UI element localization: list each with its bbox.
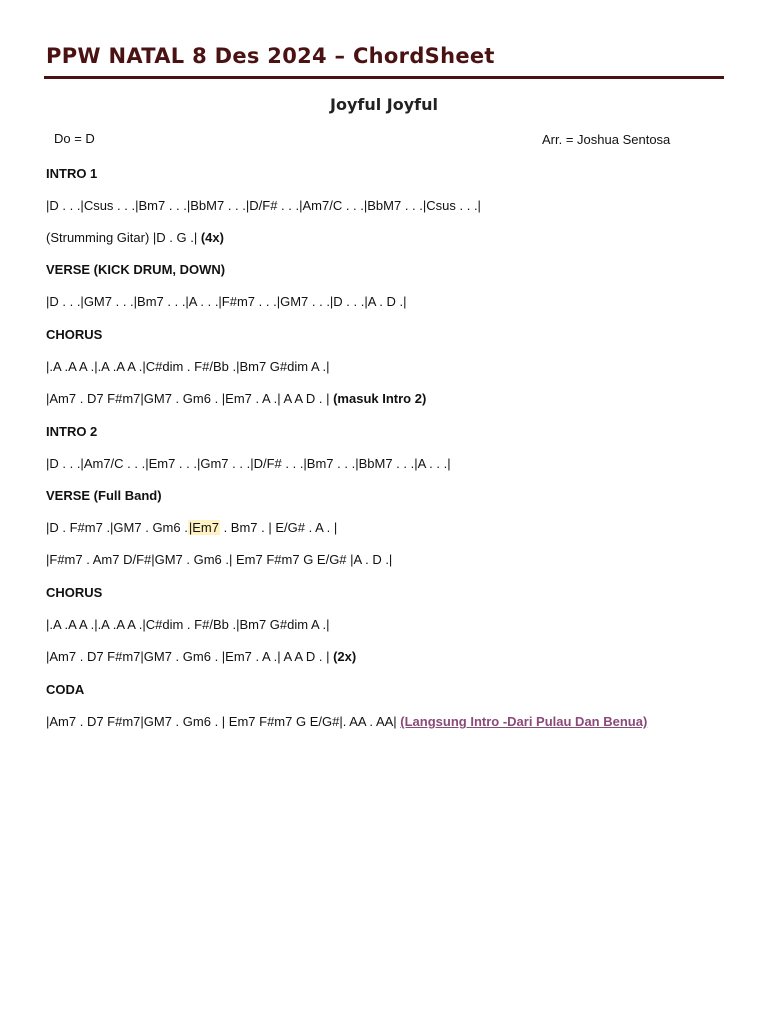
chord-line-intro1-1: |D . . .|Csus . . .|Bm7 . . .|BbM7 . . .|D/F# . . .|Am7/C . . .|BbM7 . . .|Csus . . .|: [46, 198, 481, 213]
chord-line-chorus1-2: [46, 390, 426, 408]
chord-line-chorus2-2: [46, 648, 356, 666]
transition-note: (masuk Intro 2): [333, 391, 427, 406]
repeat-note: (2x): [333, 649, 357, 664]
section-label-coda: CODA: [46, 682, 85, 697]
next-song-link[interactable]: (Langsung Intro -Dari Pulau Dan Benua): [400, 714, 648, 729]
header-divider: [44, 76, 724, 79]
chord-line-chorus2-1: |.A .A A .|.A .A A .|C#dim . F#/Bb .|Bm7 G#dim A .|: [46, 617, 330, 632]
section-label-intro1: INTRO 1: [46, 166, 98, 181]
chord-line-verse1-1: |D . . .|GM7 . . .|Bm7 . . .|A . . .|F#m7 . . .|GM7 . . .|D . . .|A . D .|: [46, 294, 407, 309]
chord-line-intro1-2: [46, 229, 224, 247]
chord-line-coda-1: [46, 713, 647, 731]
chord-line-chorus1-1: |.A .A A .|.A .A A .|C#dim . F#/Bb .|Bm7 G#dim A .|: [46, 359, 330, 374]
key-note: Do = D: [54, 131, 95, 146]
chord-line-verse2-1: [46, 519, 337, 537]
arranger-credit: Arr. = Joshua Sentosa: [542, 132, 671, 147]
chord-text: |Am7 . D7 F#m7|GM7 . Gm6 . |Em7 . A .| A A D . |: [46, 649, 334, 664]
section-label-verse1: VERSE (KICK DRUM, DOWN): [46, 262, 226, 277]
chord-text: . Bm7 . | E/G# . A . |: [219, 520, 338, 535]
highlighted-chord: |Em7: [188, 520, 219, 535]
chord-text: |Am7 . D7 F#m7|GM7 . Gm6 . |Em7 . A .| A A D . |: [46, 391, 334, 406]
chord-text: |Am7 . D7 F#m7|GM7 . Gm6 . | Em7 F#m7 G E/G#|. AA . AA|: [46, 714, 401, 729]
chord-text: |D . F#m7 .|GM7 . Gm6 .: [46, 520, 188, 535]
chord-line-verse2-2: |F#m7 . Am7 D/F#|GM7 . Gm6 .| Em7 F#m7 G E/G# |A . D .|: [46, 552, 393, 567]
section-label-verse2: VERSE (Full Band): [46, 488, 162, 503]
section-label-intro2: INTRO 2: [46, 424, 98, 439]
chord-text: (Strumming Gitar) |D . G .|: [46, 230, 201, 245]
song-title: Joyful Joyful: [330, 95, 438, 114]
section-label-chorus2: CHORUS: [46, 585, 103, 600]
repeat-note: (4x): [200, 230, 224, 245]
page-header-title: PPW NATAL 8 Des 2024 – ChordSheet: [46, 44, 495, 68]
chord-line-intro2-1: |D . . .|Am7/C . . .|Em7 . . .|Gm7 . . .|D/F# . . .|Bm7 . . .|BbM7 . . .|A . . .|: [46, 456, 451, 471]
section-label-chorus1: CHORUS: [46, 327, 103, 342]
